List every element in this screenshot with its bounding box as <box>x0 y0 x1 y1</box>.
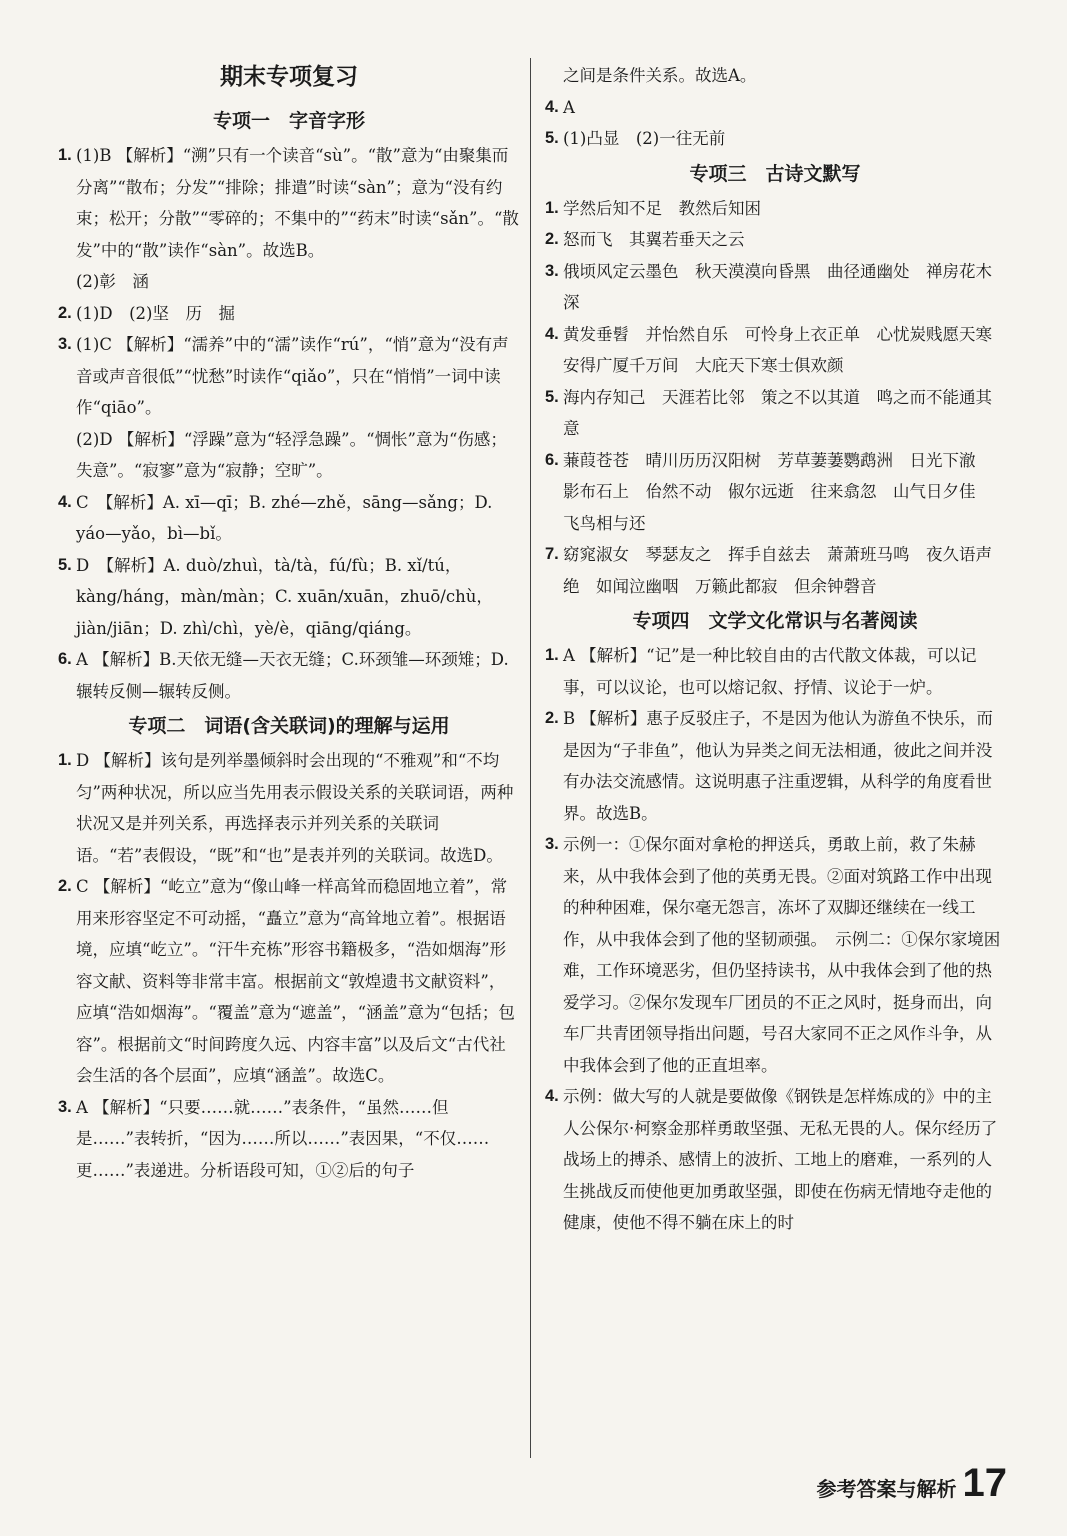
answer-item: 1. A 【解析】“记”是一种比较自由的古代散文体裁，可以记事，可以议论，也可以熔记叙、抒情、议论于一炉。 <box>545 646 977 697</box>
footer-label: 参考答案与解析 <box>816 1477 957 1501</box>
answer-item: 4. C 【解析】A. xī—qī；B. zhé—zhě，sāng—sǎng；D. yáo—yǎo，bì—bǐ。 <box>58 492 493 543</box>
answer-item: (2)D 【解析】“浮躁”意为“轻浮急躁”。“惆怅”意为“伤感；失意”。“寂寥”意为“寂静；空旷”。 <box>76 429 507 480</box>
answer-item: 6. 蒹葭苍苍 晴川历历汉阳树 芳草萋萋鹦鹉洲 日光下澈 影布石上 佁然不动 俶尔远逝 往来翕忽 山气日夕佳 飞鸟相与还 <box>545 450 992 533</box>
section-heading-2: 专项二 词语(含关联词)的理解与运用 <box>128 715 450 737</box>
answer-item: 3. (1)C 【解析】“濡养”中的“濡”读作“rú”，“悄”意为“没有声音或声音很低”“忧愁”时读作“qiǎo”，只在“悄悄”一词中读作“qiāo”。 <box>58 335 509 417</box>
answer-item: (2)彰 涵 <box>76 272 149 291</box>
answer-item: 之间是条件关系。故选A。 <box>563 66 757 85</box>
answer-item: 6. A 【解析】B.天依无缝—天衣无缝；C.环颈雏—环颈雉；D.辗转反侧—辗转反侧。 <box>58 650 509 701</box>
page-footer <box>817 1461 1008 1506</box>
answer-item: 4. A <box>545 97 575 117</box>
answer-item: 5. D 【解析】A. duò/zhuì，tà/tà，fú/fù；B. xǐ/tú，kàng/háng，màn/màn；C. xuān/xuān，zhuō/chù，jiàn/jiān；D. zhì/chì，yè/è，qiāng/qiáng。 <box>58 555 493 638</box>
section-heading-3: 专项三 古诗文默写 <box>689 162 861 185</box>
answer-item: 5. (1)凸显 (2)一往无前 <box>545 129 726 148</box>
answer-item: 3. 示例一：①保尔面对拿枪的押送兵，勇敢上前，救了朱赫来，从中我体会到了他的英勇无畏。②面对筑路工作中出现的种种困难，保尔毫无怨言，冻坏了双脚还继续在一线工作，从中我体会到了他的坚韧顽强。 示例二：①保尔家境困难，工作环境恶劣，但仍坚持读书，从中我体会到了他的热爱学习。②保尔发现车厂团员的不正之风时，挺身而出，向车厂共青团领导指出问题，号召大家同不正之风作斗争，从中我体会到了他的正直坦率。 <box>545 835 1001 1075</box>
page-number: 17 <box>962 1461 1007 1505</box>
answer-item: 1. 学然后知不足 教然后知困 <box>545 198 761 218</box>
answer-item: 4. 黄发垂髫 并怡然自乐 可怜身上衣正单 心忧炭贱愿天寒 安得广厦千万间 大庇天下寒士俱欢颜 <box>545 324 1009 375</box>
answer-item: 2. 怒而飞 其翼若垂天之云 <box>545 230 745 249</box>
column-divider <box>530 58 531 1458</box>
page-title: 期末专项复习 <box>220 64 358 90</box>
answer-item: 4. 示例：做大写的人就是要做像《钢铁是怎样炼成的》中的主人公保尔·柯察金那样勇敢坚强、无私无畏的人。保尔经历了战场上的搏杀、感情上的波折、工地上的磨难，一系列的人生挑战反而使他更加勇敢坚强，即使在伤病无情地夺走他的健康，使他不得不躺在床上的时 <box>545 1087 998 1232</box>
answer-item: 3. A 【解析】“只要……就……”表条件，“虽然……但是……”表转折，“因为……所以……”表因果，“不仅……更……”表递进。分析语段可知，①②后的句子 <box>58 1097 490 1180</box>
section-heading-1: 专项一 字音字形 <box>212 110 365 132</box>
answer-item: 2. B 【解析】惠子反驳庄子，不是因为他认为游鱼不快乐，而是因为“子非鱼”，他认为异类之间无法相通，彼此之间并没有办法交流感情。这说明惠子注重逻辑，从科学的角度看世界。故选B。 <box>545 709 993 823</box>
answer-item: 2. (1)D (2)坚 历 掘 <box>58 303 235 323</box>
left-column <box>58 60 520 1186</box>
answer-item: 3. 俄顷风定云墨色 秋天漠漠向昏黑 曲径通幽处 禅房花木深 <box>545 261 992 312</box>
right-column <box>545 60 1009 1239</box>
answer-item: 7. 窈窕淑女 琴瑟友之 挥手自兹去 萧萧班马鸣 夜久语声绝 如闻泣幽咽 万籁此都寂 但余钟磬音 <box>545 545 992 596</box>
answer-item: 5. 海内存知己 天涯若比邻 策之不以其道 鸣之而不能通其意 <box>545 387 992 438</box>
answer-item: 2. C 【解析】“屹立”意为“像山峰一样高耸而稳固地立着”，常用来形容坚定不可动摇，“矗立”意为“高耸地立着”。根据语境，应填“屹立”。“汗牛充栋”形容书籍极多，“浩如烟海”形容文献、资料等非常丰富。根据前文“敦煌遗书文献资料”，应填“浩如烟海”。“覆盖”意为“遮盖”，“涵盖”意为“包括；包容”。根据前文“时间跨度久远、内容丰富”以及后文“古代社会生活的各个层面”，应填“涵盖”。故选C。 <box>58 877 515 1085</box>
section-heading-4: 专项四 文学文化常识与名著阅读 <box>632 610 918 632</box>
answer-item: 1. (1)B 【解析】“溯”只有一个读音“sù”。“散”意为“由聚集而分离”“散布；分发”“排除；排遣”时读“sàn”；意为“没有约束；松开；分散”“零碎的；不集中的”“药末”时读“sǎn”。“散发”中的“散”读作“sàn”。故选B。 <box>58 146 519 260</box>
answer-item: 1. D 【解析】该句是列举墨倾斜时会出现的“不雅观”和“不均匀”两种状况，所以应当先用表示假设关系的关联词语，两种状况又是并列关系，再选择表示并列关系的关联词语。“若”表假设，“既”和“也”是表并列的关联词。故选D。 <box>58 751 514 865</box>
